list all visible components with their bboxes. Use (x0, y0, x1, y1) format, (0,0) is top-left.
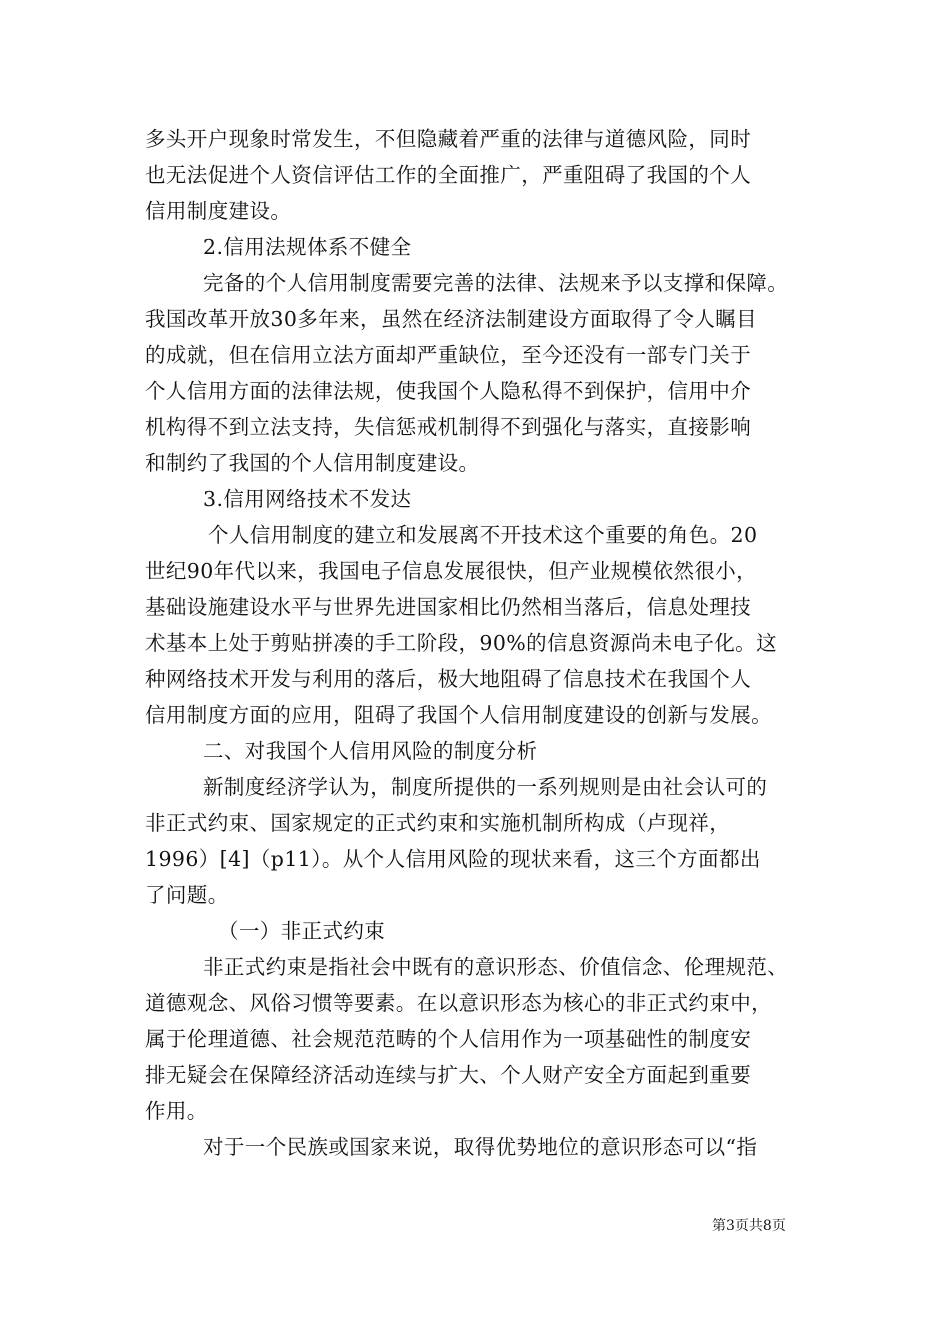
body-line: 世纪90年代以来，我国电子信息发展很快，但产业规模依然很小， (145, 559, 758, 583)
body-line: 信用制度方面的应用，阻碍了我国个人信用制度建设的创新与发展。 (145, 703, 772, 727)
body-line: 个人信用制度的建立和发展离不开技术这个重要的角色。20 (208, 523, 758, 547)
body-line: 的成就，但在信用立法方面却严重缺位，至今还没有一部专门关于 (145, 343, 752, 367)
section-heading: （一）非正式约束 (218, 919, 386, 943)
body-line: 了问题。 (145, 883, 229, 907)
body-line: 和制约了我国的个人信用制度建设。 (145, 451, 480, 475)
section-heading: 二、对我国个人信用风险的制度分析 (203, 739, 538, 763)
body-line: 新制度经济学认为，制度所提供的一系列规则是由社会认可的 (203, 775, 768, 799)
body-line: 1996）[4]（p11）。从个人信用风险的现状来看，这三个方面都出 (145, 847, 761, 871)
body-line: 多头开户现象时常发生，不但隐藏着严重的法律与道德风险，同时 (145, 127, 752, 151)
body-line: 作用。 (145, 1099, 208, 1123)
body-line: 也无法促进个人资信评估工作的全面推广，严重阻碍了我国的个人 (145, 163, 752, 187)
body-line: 排无疑会在保障经济活动连续与扩大、个人财产安全方面起到重要 (145, 1063, 752, 1087)
body-line: 属于伦理道德、社会规范范畴的个人信用作为一项基础性的制度安 (145, 1027, 752, 1051)
body-line: 术基本上处于剪贴拼凑的手工阶段，90%的信息资源尚未电子化。这 (145, 631, 777, 655)
body-line: 道德观念、风俗习惯等要素。在以意识形态为核心的非正式约束中， (145, 991, 772, 1015)
body-line: 非正式约束、国家规定的正式约束和实施机制所构成（卢现祥， (145, 811, 731, 835)
body-line: 对于一个民族或国家来说，取得优势地位的意识形态可以“指 (203, 1135, 758, 1159)
body-line: 个人信用方面的法律法规，使我国个人隐私得不到保护，信用中介 (145, 379, 752, 403)
body-line: 非正式约束是指社会中既有的意识形态、价值信念、伦理规范、 (203, 955, 789, 979)
body-line: 种网络技术开发与利用的落后，极大地阻碍了信息技术在我国个人 (145, 667, 752, 691)
body-line: 我国改革开放30多年来，虽然在经济法制建设方面取得了令人瞩目 (145, 307, 758, 331)
body-line: 基础设施建设水平与世界先进国家相比仍然相当落后，信息处理技 (145, 595, 752, 619)
section-heading: 3.信用网络技术不发达 (203, 487, 412, 511)
section-heading: 2.信用法规体系不健全 (203, 235, 412, 259)
page-number: 第3页共8页 (712, 1218, 786, 1234)
body-line: 机构得不到立法支持，失信惩戒机制得不到强化与落实，直接影响 (145, 415, 752, 439)
body-line: 信用制度建设。 (145, 199, 292, 223)
body-line: 完备的个人信用制度需要完善的法律、法规来予以支撑和保障。 (203, 271, 789, 295)
